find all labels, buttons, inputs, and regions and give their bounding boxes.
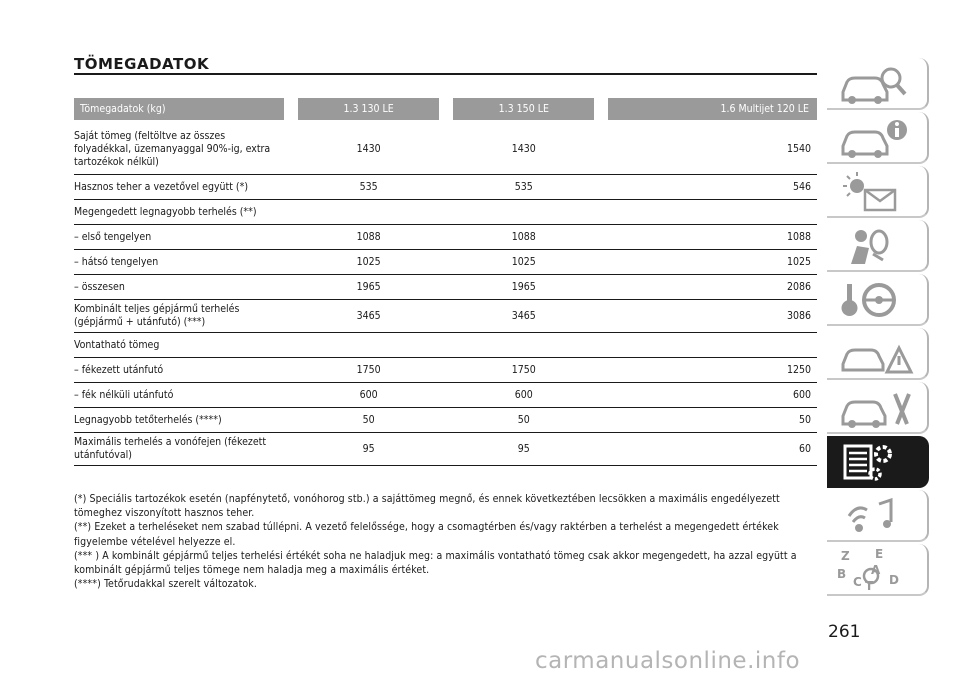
cell-value: 1025 (291, 250, 446, 275)
row-label: – összesen (74, 275, 291, 300)
cell-value (291, 333, 446, 358)
table-row (74, 250, 817, 275)
table-row (74, 225, 817, 250)
cell-value: 600 (446, 383, 601, 408)
row-label: – fékezett utánfutó (74, 358, 291, 383)
cell-value: 50 (291, 408, 446, 433)
index-letter: D (889, 573, 899, 587)
cell-value: 1750 (291, 358, 446, 383)
table-header-cell: 1.6 Multijet 120 LE (601, 98, 817, 120)
index-letter: A (871, 563, 881, 577)
cell-value (601, 200, 817, 225)
steering-wheel-icon (835, 278, 921, 322)
title-divider (74, 73, 817, 75)
table-row (74, 408, 817, 433)
footnotes (74, 492, 817, 591)
cell-value: 1250 (601, 358, 817, 383)
cell-value: 546 (601, 175, 817, 200)
cell-value: 1025 (446, 250, 601, 275)
cell-value: 1088 (291, 225, 446, 250)
cell-value: 3465 (291, 300, 446, 333)
cell-value: 1750 (446, 358, 601, 383)
cell-value: 2086 (601, 275, 817, 300)
table-row (74, 275, 817, 300)
cell-value: 1965 (446, 275, 601, 300)
cell-value: 3086 (601, 300, 817, 333)
multimedia-icon (835, 494, 921, 538)
emergency-warning-icon (835, 332, 921, 376)
chapter-tab-maintenance[interactable] (827, 382, 929, 434)
cell-value: 1965 (291, 275, 446, 300)
car-maintenance-icon (835, 386, 921, 430)
watermark: carmanualsonline.info (535, 648, 801, 674)
footnote: (**) Ezeket a terheléseket nem szabad túllépni. A vezető felelőssége, hogy a csomagtérben és/vagy raktérben a terhelést a megengedett értékek figyelembe vételével helyezze el. (74, 521, 779, 548)
row-label: Hasznos teher a vezetővel együtt (*) (74, 175, 291, 200)
footnote: (*) Speciális tartozékok esetén (napfénytető, vonóhorog stb.) a sajáttömeg megnő, és ennek következtében lecsökken a maximális engedélyezett tömeghez viszonyított hasznos teher. (74, 493, 780, 520)
car-search-icon (835, 62, 921, 106)
cell-value (601, 333, 817, 358)
page-title: TÖMEGADATOK (74, 55, 210, 73)
chapter-tab-warning-lights[interactable] (827, 166, 929, 218)
cell-value: 1088 (446, 225, 601, 250)
row-label: Megengedett legnagyobb terhelés (**) (74, 200, 291, 225)
table-row (74, 333, 817, 358)
chapter-tab-emergency[interactable] (827, 328, 929, 380)
cell-value: 1430 (446, 125, 601, 175)
chapter-tab-technical-data[interactable] (827, 436, 929, 488)
index-letter: T (865, 579, 874, 592)
index-letter: B (837, 567, 847, 581)
index-letter: Z (841, 549, 850, 563)
chapter-tab-car-search[interactable] (827, 58, 929, 110)
table-header-cell: 1.3 130 LE (291, 98, 446, 120)
row-label: Kombinált teljes gépjármű terhelés (gépjármű + utánfutó) (***) (74, 300, 291, 333)
footnote: (****) Tetőrudakkal szerelt változatok. (74, 578, 257, 591)
row-label: Maximális terhelés a vonófejen (fékezett utánfutóval) (74, 433, 291, 466)
alphabetical-index-icon (835, 548, 921, 592)
table-row (74, 433, 817, 466)
row-label: Legnagyobb tetőterhelés (****) (74, 408, 291, 433)
chapter-tab-multimedia[interactable] (827, 490, 929, 542)
table-row (74, 383, 817, 408)
table-row (74, 125, 817, 175)
chapter-tab-car-info[interactable] (827, 112, 929, 164)
row-label: Vontatható tömeg (74, 333, 291, 358)
cell-value: 1540 (601, 125, 817, 175)
cell-value (446, 333, 601, 358)
table-row (74, 200, 817, 225)
row-label: Saját tömeg (feltöltve az összes folyadékkal, üzemanyaggal 90%-ig, extra tartozékok nélkül) (74, 125, 291, 175)
row-label: – első tengelyen (74, 225, 291, 250)
chapter-tab-index[interactable] (827, 544, 929, 596)
chapter-tab-safety[interactable] (827, 220, 929, 272)
cell-value: 95 (446, 433, 601, 466)
cell-value: 50 (446, 408, 601, 433)
cell-value: 50 (601, 408, 817, 433)
footnote: (*** ) A kombinált gépjármű teljes terhelési értékét soha ne haladjuk meg: a maximális vontatható tömeg csak akkor megengedett, ha azzal együtt a kombinált gépjármű teljes tömege nem haladja meg a maximális értéket. (74, 549, 797, 577)
page-number: 261 (828, 622, 861, 642)
index-letter: C (853, 575, 862, 589)
warning-lights-icon (835, 170, 921, 214)
cell-value: 95 (291, 433, 446, 466)
table-row (74, 175, 817, 200)
car-info-icon (835, 116, 921, 160)
cell-value: 1025 (601, 250, 817, 275)
table-header-cell: 1.3 150 LE (446, 98, 601, 120)
row-label: – fék nélküli utánfutó (74, 383, 291, 408)
table-row (74, 358, 817, 383)
airbag-safety-icon (835, 224, 921, 268)
table-header-row (74, 98, 817, 120)
cell-value: 600 (291, 383, 446, 408)
cell-value (446, 200, 601, 225)
cell-value: 60 (601, 433, 817, 466)
table-header-cell: Tömegadatok (kg) (74, 98, 291, 120)
cell-value: 535 (291, 175, 446, 200)
cell-value: 600 (601, 383, 817, 408)
cell-value (291, 200, 446, 225)
chapter-tab-starting-driving[interactable] (827, 274, 929, 326)
mass-data-table (74, 98, 817, 466)
cell-value: 1430 (291, 125, 446, 175)
row-label: – hátsó tengelyen (74, 250, 291, 275)
index-letter: E (875, 548, 884, 561)
cell-value: 3465 (446, 300, 601, 333)
table-row (74, 300, 817, 333)
cell-value: 1088 (601, 225, 817, 250)
cell-value: 535 (446, 175, 601, 200)
technical-data-icon (835, 440, 921, 484)
